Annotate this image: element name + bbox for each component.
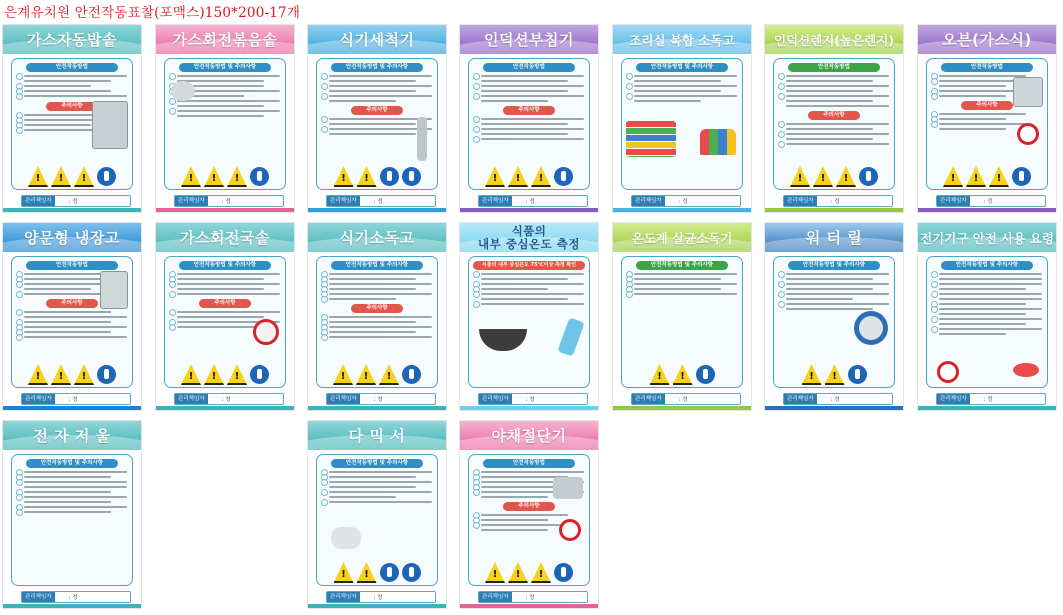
caution-heading: 주의사항 bbox=[961, 101, 1013, 110]
glove-mandatory-icon bbox=[848, 365, 867, 384]
manager-value: : 정 bbox=[983, 397, 993, 403]
poster-dish-disinfector bbox=[307, 222, 447, 411]
warning-sign-icon bbox=[333, 364, 353, 385]
manager-field bbox=[21, 195, 131, 207]
manager-field bbox=[478, 195, 588, 207]
poster-title: 전 자 저 울 bbox=[33, 427, 111, 445]
spray-nozzle-image bbox=[417, 117, 427, 161]
warning-sign-icon bbox=[334, 562, 354, 583]
no-hand-icon bbox=[559, 519, 581, 541]
poster-header bbox=[918, 25, 1056, 54]
warning-sign-icon bbox=[28, 364, 48, 385]
poster-header bbox=[156, 25, 294, 54]
manager-value: : 정 bbox=[678, 397, 688, 403]
poster-header bbox=[3, 421, 141, 450]
glove-mandatory-icon bbox=[380, 563, 399, 582]
safety-signs bbox=[13, 166, 131, 187]
safety-signs bbox=[775, 364, 893, 385]
rules-heading: 안전작동방법 및 주의사항 bbox=[941, 261, 1033, 270]
poster-title: 야채절단기 bbox=[491, 427, 567, 445]
manager-value: : 정 bbox=[68, 397, 78, 403]
manager-label: 관리책임자 bbox=[175, 196, 208, 206]
manager-label: 관리책임자 bbox=[937, 196, 970, 206]
poster-title-line1: 식품의 bbox=[511, 223, 547, 238]
manager-field bbox=[174, 195, 284, 207]
poster-title: 식기소독고 bbox=[339, 229, 415, 247]
manager-value: : 정 bbox=[68, 199, 78, 205]
glove-mandatory-icon bbox=[554, 167, 573, 186]
poster-kitchen-sterilizer bbox=[612, 24, 752, 213]
rules-heading: 안전작동방법 bbox=[26, 63, 118, 72]
hot-water-warning-icon bbox=[357, 166, 377, 187]
poster-gas-rotary-pan bbox=[155, 24, 295, 213]
hot-surface-warning-icon bbox=[966, 166, 986, 187]
manager-value: : 정 bbox=[525, 397, 535, 403]
safety-signs bbox=[318, 364, 436, 385]
manager-field bbox=[478, 591, 588, 603]
poster-header bbox=[156, 223, 294, 252]
warning-sign-icon bbox=[181, 166, 201, 187]
page-title: 은계유치원 안전작동표찰(포맥스)150*200-17개 bbox=[4, 5, 301, 21]
warning-sign-icon bbox=[943, 166, 963, 187]
color-code-table bbox=[626, 121, 676, 157]
manager-field bbox=[783, 195, 893, 207]
poster-title: 워 터 릴 bbox=[805, 229, 863, 247]
poster-header bbox=[613, 223, 751, 252]
manager-label: 관리책임자 bbox=[632, 196, 665, 206]
burn-warning-icon bbox=[204, 166, 224, 187]
poster-title: 인덕션렌지(높은렌지) bbox=[773, 32, 895, 48]
caution-heading: 주의사항 bbox=[46, 102, 98, 111]
caution-heading: 주의사항 bbox=[503, 502, 555, 511]
rules-heading: 안전작동방법 및 주의사항 bbox=[788, 261, 880, 270]
electric-warning-icon bbox=[673, 364, 693, 385]
manager-field bbox=[326, 393, 436, 405]
poster-gas-rice-cooker bbox=[2, 24, 142, 213]
hose-reel-image bbox=[854, 311, 888, 345]
no-plug-icon bbox=[937, 361, 959, 383]
rules-heading: 안전작동방법 및 주의사항 bbox=[636, 63, 728, 72]
burn-warning-icon bbox=[204, 364, 224, 385]
manager-label: 관리책임자 bbox=[22, 394, 55, 404]
hand-on-switch-image bbox=[331, 527, 361, 549]
rules-heading: 안전작동방법 및 주의사항 bbox=[179, 63, 271, 72]
poster-title: 전기기구 안전 사용 요령 bbox=[920, 230, 1054, 246]
manager-value: : 정 bbox=[525, 199, 535, 205]
caution-sign-icon bbox=[825, 364, 845, 385]
danger-badge-icon bbox=[1013, 363, 1039, 377]
poster-body bbox=[926, 256, 1048, 388]
manager-label: 관리책임자 bbox=[784, 196, 817, 206]
rice-cooker-image bbox=[92, 101, 128, 149]
poster-body bbox=[11, 454, 133, 586]
manager-value: : 정 bbox=[373, 595, 383, 601]
glove-mandatory-icon bbox=[250, 365, 269, 384]
poster-title: 조리실 복합 소독고 bbox=[629, 32, 735, 48]
glove-mandatory-icon bbox=[250, 167, 269, 186]
manager-label: 관리책임자 bbox=[175, 394, 208, 404]
poster-title bbox=[478, 225, 580, 251]
safety-signs bbox=[13, 364, 131, 385]
poster-body bbox=[468, 256, 590, 388]
glove-mandatory-icon bbox=[402, 365, 421, 384]
boots-mandatory-icon bbox=[402, 563, 421, 582]
gas-warning-icon bbox=[989, 166, 1009, 187]
poster-header bbox=[918, 223, 1056, 252]
warning-sign-icon bbox=[28, 166, 48, 187]
rules-heading: 안전작동방법 bbox=[483, 63, 575, 72]
poster-dishwasher bbox=[307, 24, 447, 213]
poster-header bbox=[460, 421, 598, 450]
manager-value: : 정 bbox=[830, 397, 840, 403]
rules-heading: 안전작동방법 및 주의사항 bbox=[26, 459, 118, 468]
safety-signs bbox=[166, 364, 284, 385]
caution-heading: 주의사항 bbox=[351, 106, 403, 115]
rules-heading: 안전작동방법 bbox=[483, 459, 575, 468]
manager-value: : 정 bbox=[221, 397, 231, 403]
manager-field bbox=[783, 393, 893, 405]
glove-mandatory-icon bbox=[97, 167, 116, 186]
poster-title-line2: 내부 중심온도 측정 bbox=[478, 236, 580, 251]
rules-heading: 안전작동방법 및 주의사항 bbox=[636, 261, 728, 270]
manager-label: 관리책임자 bbox=[22, 196, 55, 206]
safety-signs bbox=[928, 166, 1046, 187]
manager-label: 관리책임자 bbox=[479, 592, 512, 602]
poster-electrical-safety bbox=[917, 222, 1057, 411]
boots-mandatory-icon bbox=[402, 167, 421, 186]
poster-header bbox=[460, 223, 598, 252]
warning-sign-icon bbox=[802, 364, 822, 385]
poster-induction-range-high bbox=[764, 24, 904, 213]
safety-signs bbox=[470, 166, 588, 187]
manager-field bbox=[174, 393, 284, 405]
no-touch-icon bbox=[1017, 123, 1039, 145]
caution-sign-icon bbox=[227, 166, 247, 187]
rules-heading: 안전작동방법 bbox=[941, 63, 1033, 72]
poster-header bbox=[765, 223, 903, 252]
poster-thermometer-sterilizer bbox=[612, 222, 752, 411]
gas-warning-icon bbox=[74, 166, 94, 187]
poster-header bbox=[765, 25, 903, 54]
poster-title: 인덕션부침기 bbox=[484, 31, 574, 49]
manager-value: : 정 bbox=[983, 199, 993, 205]
safety-signs bbox=[166, 166, 284, 187]
electric-warning-icon bbox=[836, 166, 856, 187]
caution-heading: 주의사항 bbox=[46, 299, 98, 308]
caution-heading: 주의사항 bbox=[808, 111, 860, 120]
manager-field bbox=[21, 393, 131, 405]
glove-mandatory-icon bbox=[554, 563, 573, 582]
safety-signs bbox=[775, 166, 893, 187]
poster-title: 오븐(가스식) bbox=[942, 31, 1032, 49]
hot-surface-warning-icon bbox=[356, 364, 376, 385]
manager-label: 관리책임자 bbox=[22, 592, 55, 602]
safety-signs bbox=[318, 562, 436, 583]
poster-induction-range bbox=[459, 24, 599, 213]
electric-warning-icon bbox=[357, 562, 377, 583]
manager-field bbox=[631, 393, 741, 405]
warning-sign-icon bbox=[485, 562, 505, 583]
poster-title: 다 믹 서 bbox=[348, 427, 406, 445]
caution-heading: 주의사항 bbox=[351, 304, 403, 313]
manager-value: : 정 bbox=[373, 397, 383, 403]
manager-value: : 정 bbox=[373, 199, 383, 205]
poster-header bbox=[3, 223, 141, 252]
poster-header bbox=[3, 25, 141, 54]
manager-field bbox=[326, 591, 436, 603]
poster-header bbox=[460, 25, 598, 54]
poster-gas-rotary-pot bbox=[155, 222, 295, 411]
thermometer-image bbox=[557, 317, 584, 356]
poster-title: 양문형 냉장고 bbox=[24, 229, 120, 247]
manager-field bbox=[631, 195, 741, 207]
warning-sign-icon bbox=[485, 166, 505, 187]
pan-image bbox=[171, 81, 195, 101]
warning-sign-icon bbox=[334, 166, 354, 187]
electric-warning-icon bbox=[379, 364, 399, 385]
warning-sign-icon bbox=[790, 166, 810, 187]
poster-mixer bbox=[307, 420, 447, 609]
poster-header bbox=[308, 223, 446, 252]
glove-mandatory-icon bbox=[859, 167, 878, 186]
poster-title: 가스회전국솥 bbox=[180, 229, 270, 247]
manager-field bbox=[478, 393, 588, 405]
poster-header bbox=[308, 25, 446, 54]
electric-warning-icon bbox=[531, 562, 551, 583]
caution-heading: 주의사항 bbox=[199, 299, 251, 308]
poster-title: 가스자동밥솥 bbox=[27, 31, 117, 49]
oven-image bbox=[1013, 77, 1043, 107]
caution-sign-icon bbox=[74, 364, 94, 385]
warning-sign-icon bbox=[650, 364, 670, 385]
electric-warning-icon bbox=[531, 166, 551, 187]
rules-heading: 안전작동방법 bbox=[788, 63, 880, 72]
glove-mandatory-icon bbox=[696, 365, 715, 384]
poster-title: 온도계 살균소독기 bbox=[631, 230, 733, 246]
manager-label: 관리책임자 bbox=[479, 394, 512, 404]
manager-label: 관리책임자 bbox=[784, 394, 817, 404]
rules-heading: 안전작동방법 및 주의사항 bbox=[331, 63, 423, 72]
colored-gloves-image bbox=[700, 129, 736, 155]
manager-field bbox=[326, 195, 436, 207]
safety-signs bbox=[318, 166, 436, 187]
rules-heading: 안전작동방법 및 주의사항 bbox=[179, 261, 271, 270]
pan-image bbox=[479, 329, 527, 351]
caution-heading: 주의사항 bbox=[503, 106, 555, 115]
manager-label: 관리책임자 bbox=[937, 394, 970, 404]
poster-oven-gas bbox=[917, 24, 1057, 213]
manager-value: : 정 bbox=[525, 595, 535, 601]
cut-warning-icon bbox=[508, 562, 528, 583]
manager-value: : 정 bbox=[68, 595, 78, 601]
glove-mandatory-icon bbox=[1012, 167, 1031, 186]
warning-sign-icon bbox=[181, 364, 201, 385]
glove-mandatory-icon bbox=[97, 365, 116, 384]
fire-warning-icon bbox=[51, 166, 71, 187]
poster-header bbox=[308, 421, 446, 450]
poster-food-core-temp bbox=[459, 222, 599, 411]
manager-label: 관리책임자 bbox=[327, 394, 360, 404]
gas-warning-icon bbox=[227, 364, 247, 385]
safety-signs bbox=[623, 364, 741, 385]
manager-value: : 정 bbox=[678, 199, 688, 205]
poster-title: 가스회전볶음솥 bbox=[172, 31, 278, 49]
manager-field bbox=[21, 591, 131, 603]
manager-field bbox=[936, 393, 1046, 405]
manager-value: : 정 bbox=[221, 199, 231, 205]
rules-heading: 안전작동방법 bbox=[26, 261, 118, 270]
manager-label: 관리책임자 bbox=[327, 196, 360, 206]
poster-double-door-fridge bbox=[2, 222, 142, 411]
banner: 식품의 내부 중심온도 75℃이상 측정 확인 bbox=[473, 261, 585, 270]
manager-label: 관리책임자 bbox=[327, 592, 360, 602]
poster-header bbox=[613, 25, 751, 54]
fridge-image bbox=[100, 271, 128, 309]
rules-heading: 안전작동방법 및 주의사항 bbox=[331, 261, 423, 270]
glove-mandatory-icon bbox=[380, 167, 399, 186]
poster-title: 식기세척기 bbox=[339, 31, 415, 49]
manager-label: 관리책임자 bbox=[479, 196, 512, 206]
manager-label: 관리책임자 bbox=[632, 394, 665, 404]
poster-vegetable-cutter bbox=[459, 420, 599, 609]
electric-warning-icon bbox=[51, 364, 71, 385]
poster-body bbox=[621, 58, 743, 190]
poster-electric-scale bbox=[2, 420, 142, 609]
poster-water-reel bbox=[764, 222, 904, 411]
hot-surface-warning-icon bbox=[508, 166, 528, 187]
hot-surface-warning-icon bbox=[813, 166, 833, 187]
rules-heading: 안전작동방법 및 주의사항 bbox=[331, 459, 423, 468]
no-touch-icon bbox=[253, 319, 279, 345]
manager-value: : 정 bbox=[830, 199, 840, 205]
manager-field bbox=[936, 195, 1046, 207]
cutter-image bbox=[553, 477, 583, 499]
safety-signs bbox=[470, 562, 588, 583]
